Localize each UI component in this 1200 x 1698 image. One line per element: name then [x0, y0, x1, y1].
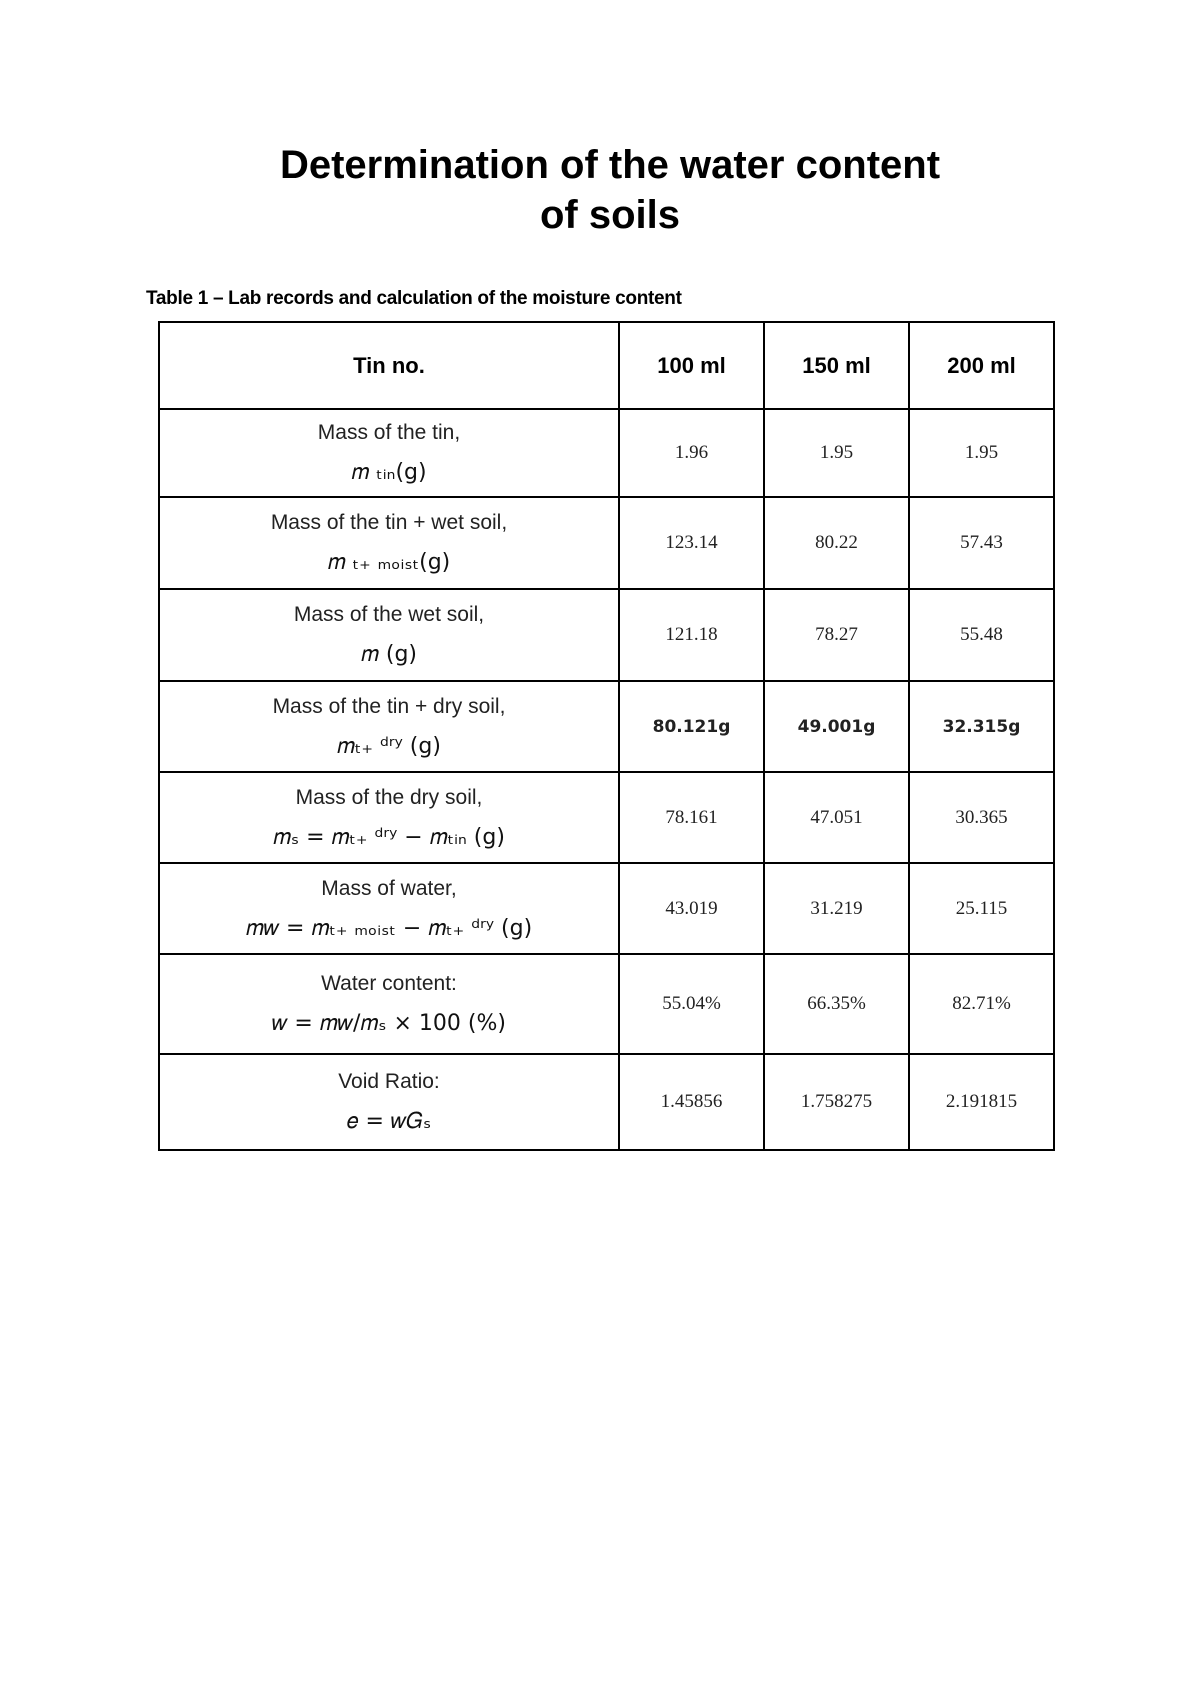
value-cell: 32.315g: [909, 681, 1054, 772]
title-line-2: of soils: [539, 193, 681, 237]
value-cell: 80.22: [764, 497, 909, 589]
header-200ml: 200 ml: [909, 322, 1054, 409]
table-row: [159, 863, 1054, 954]
value-cell: 1.45856: [619, 1054, 764, 1150]
row-formula: 𝑚 ₜᵢₙ(g): [351, 460, 427, 485]
value-cell: 57.43: [909, 497, 1054, 589]
value-cell: 66.35%: [764, 954, 909, 1054]
value-cell: 25.115: [909, 863, 1054, 954]
row-label: Mass of the wet soil,: [293, 603, 485, 626]
row-label-cell: [159, 954, 619, 1054]
header-row: [159, 322, 1054, 409]
table-row: [159, 589, 1054, 681]
row-label: Void Ratio:: [338, 1070, 440, 1093]
value-cell: 1.96: [619, 409, 764, 497]
value-cell: 47.051: [764, 772, 909, 863]
row-label-cell: [159, 681, 619, 772]
value-cell: 55.48: [909, 589, 1054, 681]
table-row: [159, 1054, 1054, 1150]
row-label-cell: [159, 863, 619, 954]
row-label: Mass of water,: [321, 876, 457, 900]
value-cell: 49.001g: [764, 681, 909, 772]
row-formula: 𝑤 = 𝑚𝑤/𝑚ₛ × 100 (%): [272, 1011, 506, 1036]
value-cell: 1.95: [764, 409, 909, 497]
header-150ml: 150 ml: [764, 322, 909, 409]
row-label: Mass of the tin + wet soil,: [270, 511, 508, 534]
table-row: [159, 772, 1054, 863]
value-cell: 78.27: [764, 589, 909, 681]
table-row: [159, 409, 1054, 497]
value-cell: 1.758275: [764, 1054, 909, 1150]
value-cell: 2.191815: [909, 1054, 1054, 1150]
row-label-cell: [159, 1054, 619, 1150]
row-label-cell: [159, 772, 619, 863]
table-row: [159, 497, 1054, 589]
header-tin-no: Tin no.: [159, 322, 619, 409]
header-100ml: 100 ml: [619, 322, 764, 409]
row-formula: 𝑒 = 𝑤𝐺ₛ: [346, 1109, 432, 1134]
row-label-cell: [159, 589, 619, 681]
row-label: Mass of the dry soil,: [295, 785, 483, 809]
row-formula: 𝑚 ₜ₊ ₘₒᵢₛₜ(g): [327, 550, 451, 575]
value-cell: 30.365: [909, 772, 1054, 863]
row-formula: 𝑚ₛ = 𝑚ₜ₊ ᵈʳʸ − 𝑚ₜᵢₙ (g): [273, 824, 505, 850]
table-caption: Table 1 – Lab records and calculation of the moisture content: [146, 288, 682, 309]
row-label: Mass of the tin + dry soil,: [272, 694, 506, 718]
document-title: [0, 140, 1200, 240]
moisture-table: [158, 321, 1055, 1151]
table-row: [159, 681, 1054, 772]
value-cell: 121.18: [619, 589, 764, 681]
row-formula: 𝑚 (g): [361, 642, 417, 667]
row-label-cell: [159, 497, 619, 589]
value-cell: 82.71%: [909, 954, 1054, 1054]
value-cell: 43.019: [619, 863, 764, 954]
value-cell: 80.121g: [619, 681, 764, 772]
value-cell: 31.219: [764, 863, 909, 954]
value-cell: 123.14: [619, 497, 764, 589]
table-row: [159, 954, 1054, 1054]
row-label: Water content:: [321, 972, 457, 995]
row-formula: 𝑚𝑤 = 𝑚ₜ₊ ₘₒᵢₛₜ − 𝑚ₜ₊ ᵈʳʸ (g): [245, 915, 533, 941]
value-cell: 55.04%: [619, 954, 764, 1054]
value-cell: 1.95: [909, 409, 1054, 497]
title-line-1: Determination of the water content: [279, 143, 941, 187]
row-formula: 𝑚ₜ₊ ᵈʳʸ (g): [337, 733, 441, 759]
row-label-cell: [159, 409, 619, 497]
value-cell: 78.161: [619, 772, 764, 863]
row-label: Mass of the tin,: [317, 421, 461, 444]
